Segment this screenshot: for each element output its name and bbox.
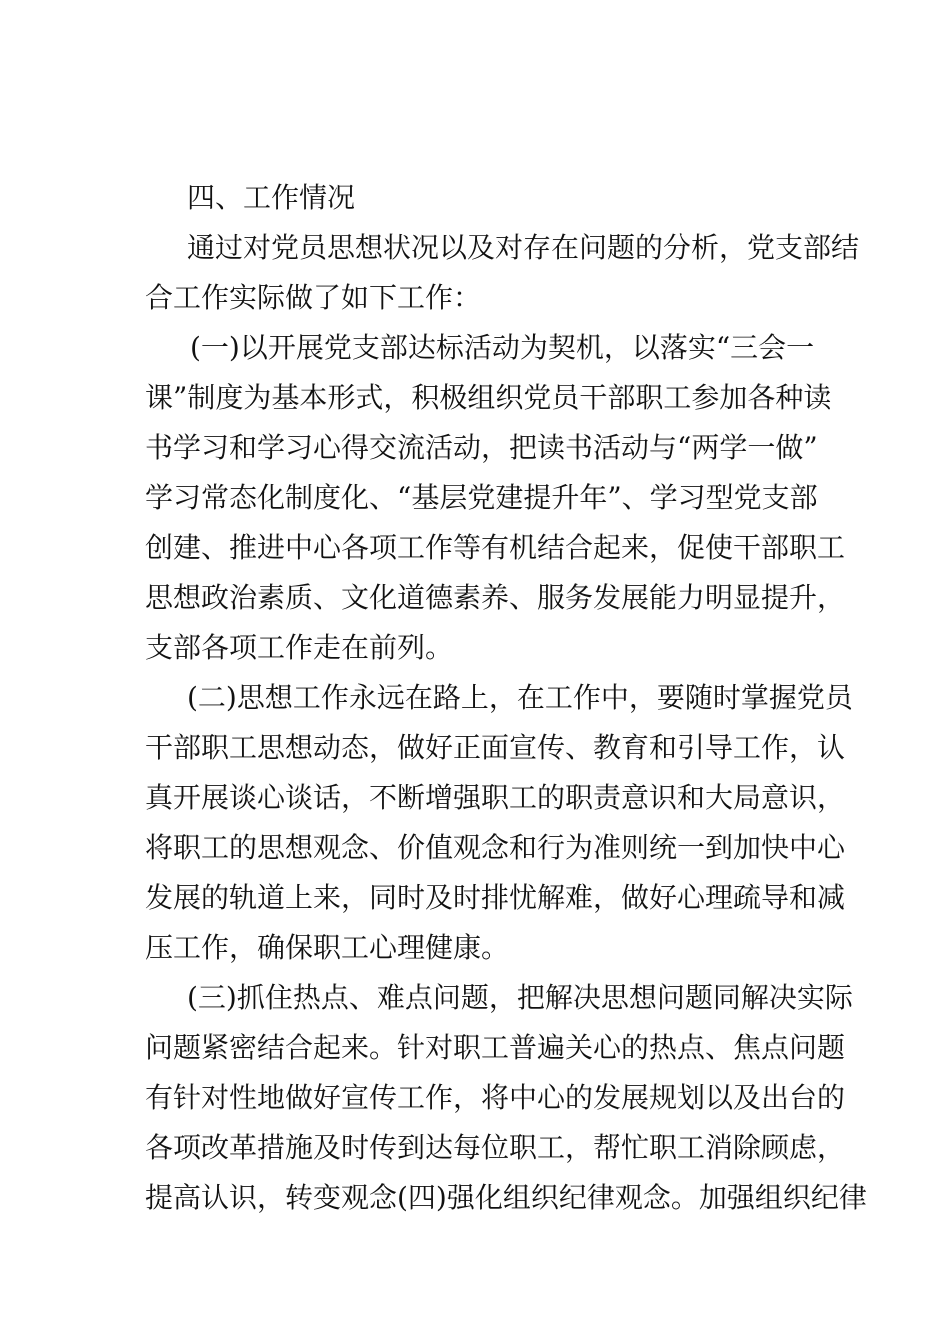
paragraph-line: (一)以开展党支部达标活动为契机，以落实“三会一 — [190, 331, 815, 364]
paragraph-line: 真开展谈心谈话，不断增强职工的职责意识和大局意识， — [145, 781, 846, 814]
paragraph-line: 问题紧密结合起来。针对职工普遍关心的热点、焦点问题 — [145, 1031, 846, 1064]
paragraph-line: 压工作，确保职工心理健康。 — [145, 931, 510, 964]
paragraph-line: 各项改革措施及时传到达每位职工，帮忙职工消除顾虑， — [145, 1131, 846, 1164]
paragraph-line: (三)抓住热点、难点问题，把解决思想问题同解决实际 — [187, 981, 853, 1014]
paragraph-line: (二)思想工作永远在路上，在工作中，要随时掌握党员 — [187, 681, 853, 714]
paragraph-line: 有针对性地做好宣传工作，将中心的发展规划以及出台的 — [145, 1081, 846, 1114]
paragraph-line: 干部职工思想动态，做好正面宣传、教育和引导工作，认 — [145, 731, 846, 764]
paragraph-line: 发展的轨道上来，同时及时排忧解难，做好心理疏导和减 — [145, 881, 846, 914]
paragraph-line: 课”制度为基本形式，积极组织党员干部职工参加各种读 — [145, 381, 832, 414]
paragraph-line: 思想政治素质、文化道德素养、服务发展能力明显提升， — [145, 581, 846, 614]
paragraph-line: 支部各项工作走在前列。 — [145, 631, 454, 664]
paragraph-line: 通过对党员思想状况以及对存在问题的分析，党支部结 — [187, 231, 860, 264]
paragraph-line: 将职工的思想观念、价值观念和行为准则统一到加快中心 — [145, 831, 846, 864]
paragraph-line: 创建、推进中心各项工作等有机结合起来，促使干部职工 — [145, 531, 846, 564]
paragraph-line: 学习常态化制度化、“基层党建提升年”、学习型党支部 — [145, 481, 818, 514]
paragraph-line: 书学习和学习心得交流活动，把读书活动与“两学一做” — [145, 431, 818, 464]
paragraph-line: 提高认识，转变观念(四)强化组织纪律观念。加强组织纪律 — [145, 1181, 867, 1214]
section-heading: 四、工作情况 — [187, 181, 356, 214]
paragraph-line: 合工作实际做了如下工作： — [145, 281, 482, 314]
